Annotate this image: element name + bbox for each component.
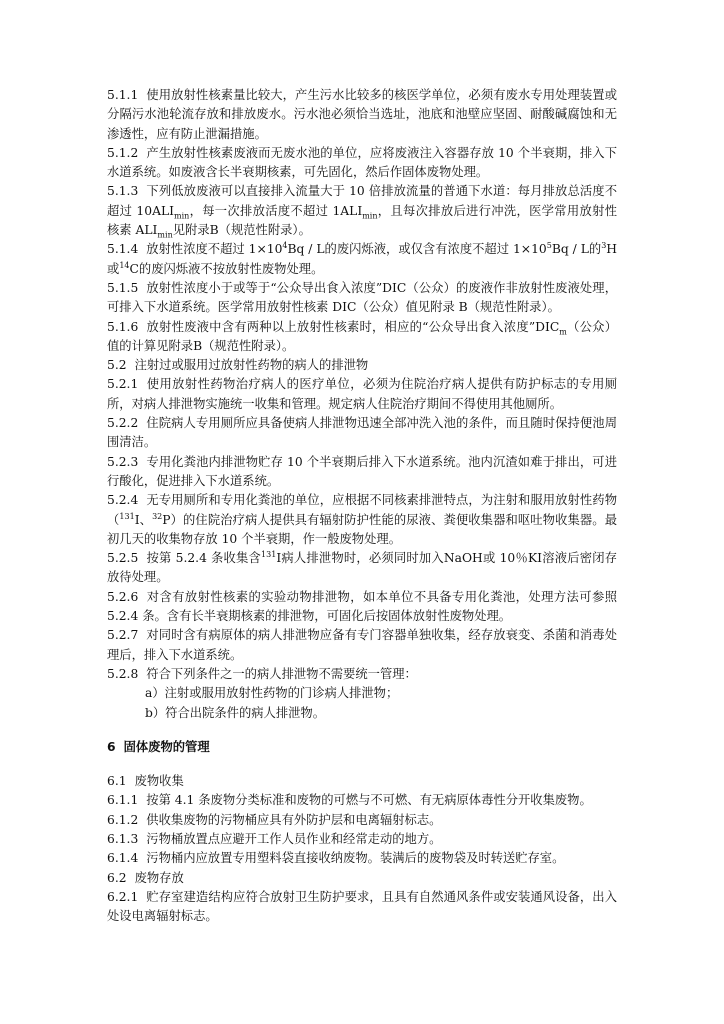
heading-6-2: 6.2 废物存放	[107, 870, 184, 885]
para-5-2-8: 5.2.8 符合下列条件之一的病人排泄物不需要统一管理：	[107, 666, 417, 681]
para-5-1-6: 5.1.6 放射性废液中含有两种以上放射性核素时，相应的“公众导出食入浓度$”DIC_m$（公众）值的计算见附录B（规范性附录）。	[107, 319, 617, 353]
para-6-2-1: 6.2.1 贮存室建造结构应符合放射卫生防护要求，且具有自然通风条件或安装通风设备，出入处设电离辐射标志。	[107, 889, 617, 924]
para-6-1-3: 6.1.3 污物桶放置点应避开工作人员作业和经常走动的地方。	[107, 831, 442, 846]
para-5-2-2: 5.2.2 住院病人专用厕所应具备使病人排泄物迅速全部冲洗入池的条件，而且随时保持便池周围清洁。	[107, 416, 617, 450]
para-5-2-6: 5.2.6 对含有放射性核素的实验动物排泄物，如本单位不具备专用化粪池，处理方法可参照 5.2.4 条。含有长半衰期核素的排泄物，可固化后按固体放射性废物处理。	[107, 589, 617, 624]
para-5-2-1: 5.2.1 使用放射性药物治疗病人的医疗单位，必须为住院治疗病人提供有防护标志的专用厕所，对病人排泄物实施统一收集和管理。规定病人住院治疗期间不得使用其他厕所。	[107, 377, 617, 411]
para-5-1-2: 5.1.2 产生放射性核素废液而无废水池的单位，应将废液注入容器存放 10 个半衰期，排入下水道系统。如废液含长半衰期核素，可先固化，然后作固体废物处理。	[107, 145, 617, 180]
list-item: b）符合出院条件的病人排泄物。	[145, 705, 326, 720]
para-5-1-1: 5.1.1 使用放射性核素量比较大，产生污水比较多的核医学单位，必须有废水专用处理装置或分隔污水池轮流存放和排放废水。污水池必须恰当选址，池底和池壁应坚固、耐酸碱腐蚀和无渗透性，应有防止泄漏措施。	[107, 88, 617, 141]
heading-6-1: 6.1 废物收集	[107, 774, 184, 789]
para-5-1-5: 5.1.5 放射性浓度小于或等于“公众导出食入浓度”DIC（公众）的废液作非放射性废液处理，可排入下水道系统。医学常用放射性核素 DIC（公众）值见附录 B（规范性附录）。	[107, 280, 617, 315]
para-5-2-5: 5.2.5 按第 5.2.4 条收集含$^{131}$I病人排泄物时，必须同时加入NaOH或 10％KI溶液后密闭存放待处理。	[107, 550, 618, 585]
para-5-1-3: 5.1.3 下列低放废液可以直接排入流量大于 10 倍排放流量的普通下水道：每月排放总活度不超过 $10ALI_{min}$，每一次排放活度不超过 $1ALI_{min}$，且每次排放后进行冲洗，医学常用放射性核素 $ALI_{min}$见附录B（规范性附录）。	[107, 184, 617, 240]
para-6-1-1: 6.1.1 按第 4.1 条废物分类标准和废物的可燃与不可燃、有无病原体毒性分开收集废物。	[107, 793, 592, 808]
para-5-2-4: 5.2.4 无专用厕所和专用化粪池的单位，应根据不同核素排泄特点，为注射和服用放射性药物（$^{131}$I、$^{32}$P）的住院治疗病人提供具有辐射防护性能的尿液、粪便收集器和呕吐物收集器。最初几天的收集物存放 10 个半衰期，作一般废物处理。	[107, 493, 617, 546]
document-page	[107, 86, 617, 926]
para-5-2-3: 5.2.3 专用化粪池内排泄物贮存 10 个半衰期后排入下水道系统。池内沉渣如难于排出，可进行酸化，促进排入下水道系统。	[107, 454, 617, 488]
para-6-1-4: 6.1.4 污物桶内应放置专用塑料袋直接收纳废物。装满后的废物袋及时转送贮存室。	[107, 851, 565, 866]
list-item: a）注射或服用放射性药物的门诊病人排泄物；	[145, 686, 399, 701]
para-6-1-2: 6.1.2 供收集废物的污物桶应具有外防护层和电离辐射标志。	[107, 812, 442, 827]
heading-5-2: 5.2 注射过或服用过放射性药物的病人的排泄物	[107, 358, 369, 373]
para-5-1-4: 5.1.4 放射性浓度不超过 $1\times 10^4Bq / L$的废闪烁液，或仅含有浓度不超过 $1\times 10^5Bq / L$的$^3$H或$^{14}$C的废闪烁液不按放射性废物处理。	[107, 241, 618, 276]
section-6-heading: 6 固体废物的管理	[107, 739, 210, 754]
para-5-2-7: 5.2.7 对同时含有病原体的病人排泄物应备有专门容器单独收集，经存放衰变、杀菌和消毒处理后，排入下水道系统。	[107, 628, 617, 662]
